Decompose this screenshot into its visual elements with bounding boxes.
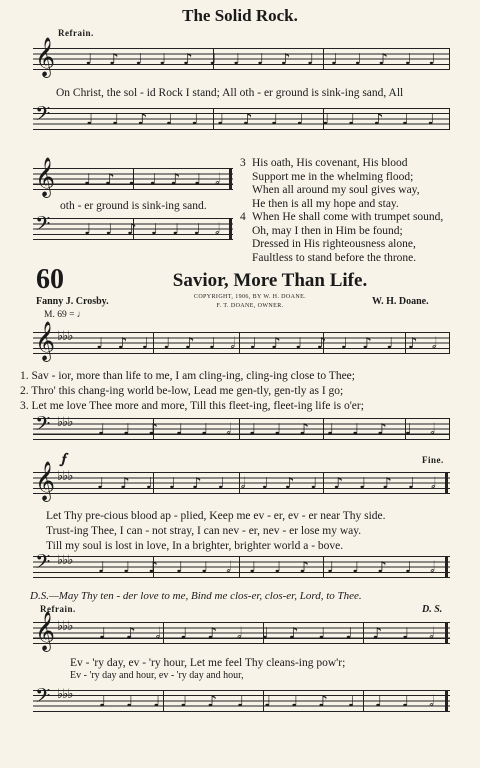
hymn1-treble-staff-1 <box>33 37 450 77</box>
hymn2-verse1-line2: Let Thy pre-cious blood ap - plied, Keep me ev - er, ev - er near Thy side. <box>46 510 386 522</box>
hymn2-verse3-line2: Till my soul is lost in love, In a brighter, brighter world a - bove. <box>46 540 344 552</box>
hymn2-treble-staff-3 <box>33 611 450 651</box>
ds-line: D.S.—May Thy ten - der love to me, Bind me clos-er, clos-er, Lord, to Thee. <box>30 590 362 602</box>
treble-clef-icon: 𝄞 <box>35 611 56 651</box>
hymn1-notes-1: ♩ ♪ ♩ ♩ ♪ ♩ ♩ ♩ ♪ ♩ ♩ ♩ ♪ ♩ ♩ <box>85 50 436 68</box>
hymn2-bass-notes-2: ♩ ♩ ♪ ♩ ♩ 𝅗𝅥 ♩ ♩ ♪ ♩ ♩ ♪ ♩ 𝅗𝅥 <box>98 558 435 576</box>
bass-clef-icon: 𝄢 <box>35 550 51 578</box>
copyright-line-1: COPYRIGHT, 1906, BY W. H. DOANE. <box>193 294 307 300</box>
hymn1-refrain-lyric-2: oth - er ground is sink-ing sand. <box>60 200 207 212</box>
hymn2-bass-notes-1: ♩ ♩ ♪ ♩ ♩ 𝅗𝅥 ♩ ♩ ♪ ♩ ♩ ♪ ♩ 𝅗𝅥 <box>98 420 435 438</box>
hymn-number: 60 <box>36 264 64 295</box>
treble-clef-icon: 𝄞 <box>35 321 56 361</box>
hymn2-verse2-line2: Trust-ing Thee, I can - not stray, I can nev - er, nev - er lose my way. <box>46 525 362 537</box>
key-signature-flats: ♭♭♭ <box>57 619 73 634</box>
treble-clef-icon: 𝄞 <box>35 157 56 197</box>
hymn1-refrain-label: Refrain. <box>58 28 94 38</box>
metronome-mark: M. 69 = ♩ <box>44 310 87 320</box>
hymn2-verse1-line1: 1. Sav - ior, more than life to me, I am cling-ing, cling-ing close to Thee; <box>20 370 355 382</box>
hymn1-verse-3: 3 His oath, His covenant, His blood Support me in the whelming flood; When all around my soul gives way, He then is all my hope and stay. <box>240 157 420 210</box>
hymn2-bass-staff-2 <box>33 550 450 578</box>
hymn2-refrain-lyric-2: Ev - 'ry day and hour, ev - 'ry day and hour, <box>70 670 244 681</box>
hymn2-refrain-lyric-1: Ev - 'ry day, ev - 'ry hour, Let me feel Thy cleans-ing pow'r; <box>70 657 346 669</box>
bass-clef-icon: 𝄢 <box>35 212 51 240</box>
bass-clef-icon: 𝄢 <box>35 412 51 440</box>
hymn1-treble-staff-2 <box>33 157 233 197</box>
key-signature-flats: ♭♭♭ <box>57 329 73 344</box>
bass-clef-icon: 𝄢 <box>35 102 51 130</box>
hymn2-notes-2: ♩ ♪ ♩ ♩ ♪ ♩ 𝅗𝅥 ♩ ♪ ♩ ♪ ♩ ♪ ♩ 𝅗𝅥 <box>97 474 436 492</box>
hymn1-bass-staff-2 <box>33 212 233 240</box>
fine-label: Fine. <box>422 455 444 465</box>
ds-label: D. S. <box>422 604 443 615</box>
fermata-sign-icon: 𝆑 <box>62 452 67 467</box>
hymn1-bass-staff-1 <box>33 102 450 130</box>
key-signature-flats: ♭♭♭ <box>57 553 73 568</box>
treble-clef-icon: 𝄞 <box>35 461 56 501</box>
key-signature-flats: ♭♭♭ <box>57 415 73 430</box>
hymn1-refrain-lyric-1: On Christ, the sol - id Rock I stand; All oth - er ground is sink-ing sand, All <box>56 87 404 99</box>
hymn2-author: Fanny J. Crosby. <box>36 296 109 307</box>
hymn2-title: Savior, More Than Life. <box>172 270 368 291</box>
hymn2-notes-1: ♩ ♪ ♩ ♩ ♪ ♩ 𝅗𝅥 ♩ ♪ ♩ ♪ ♩ ♪ ♩ ♪ 𝅗𝅥 <box>96 334 437 352</box>
hymn2-notes-3: ♩ ♪ 𝅗𝅥 ♩ ♪ 𝅗𝅥 ♩ ♪ ♩ ♩ ♪ ♩ 𝅗𝅥 <box>98 624 434 642</box>
hymn2-bass-staff-3 <box>33 684 450 712</box>
hymn2-treble-staff-2 <box>33 461 450 501</box>
hymn2-refrain-label: Refrain. <box>40 604 76 614</box>
bass-clef-icon: 𝄢 <box>35 684 51 712</box>
hymn2-verse3-line1: 3. Let me love Thee more and more, Till this fleet-ing, fleet-ing life is o'er; <box>20 400 364 412</box>
hymn2-bass-notes-3: ♩ ♩ ♩ ♩ ♪ ♩ ♩ ♩ ♪ ♩ ♩ ♩ 𝅗𝅥 <box>99 692 434 710</box>
treble-clef-icon: 𝄞 <box>35 37 56 77</box>
hymn2-treble-staff-1 <box>33 321 450 361</box>
hymn1-verse-4: 4 When He shall come with trumpet sound, Oh, may I then in Him be found; Dressed in His righteousness alone, Faultless to stand before the throne. <box>240 211 444 264</box>
key-signature-flats: ♭♭♭ <box>57 687 73 702</box>
hymn1-bass-notes-1: ♩ ♩ ♪ ♩ ♩ ♩ ♪ ♩ ♩ ♩ ♩ ♪ ♩ ♩ <box>86 110 435 128</box>
hymn2-bass-staff-1 <box>33 412 450 440</box>
hymn1-title: The Solid Rock. <box>182 6 298 25</box>
key-signature-flats: ♭♭♭ <box>57 469 73 484</box>
copyright-line-2: F. T. DOANE, OWNER. <box>216 303 284 309</box>
hymn1-notes-2: ♩ ♪ ♩ ♩ ♪ ♩ 𝅗𝅥 <box>83 170 220 188</box>
hymn2-composer: W. H. Doane. <box>372 296 429 307</box>
hymn1-bass-notes-2: ♩ ♩ ♪ ♩ ♩ ♩ 𝅗𝅥 <box>84 220 220 238</box>
hymn2-verse2-line1: 2. Thro' this chang-ing world be-low, Lead me gen-tly, gen-tly as I go; <box>20 385 344 397</box>
